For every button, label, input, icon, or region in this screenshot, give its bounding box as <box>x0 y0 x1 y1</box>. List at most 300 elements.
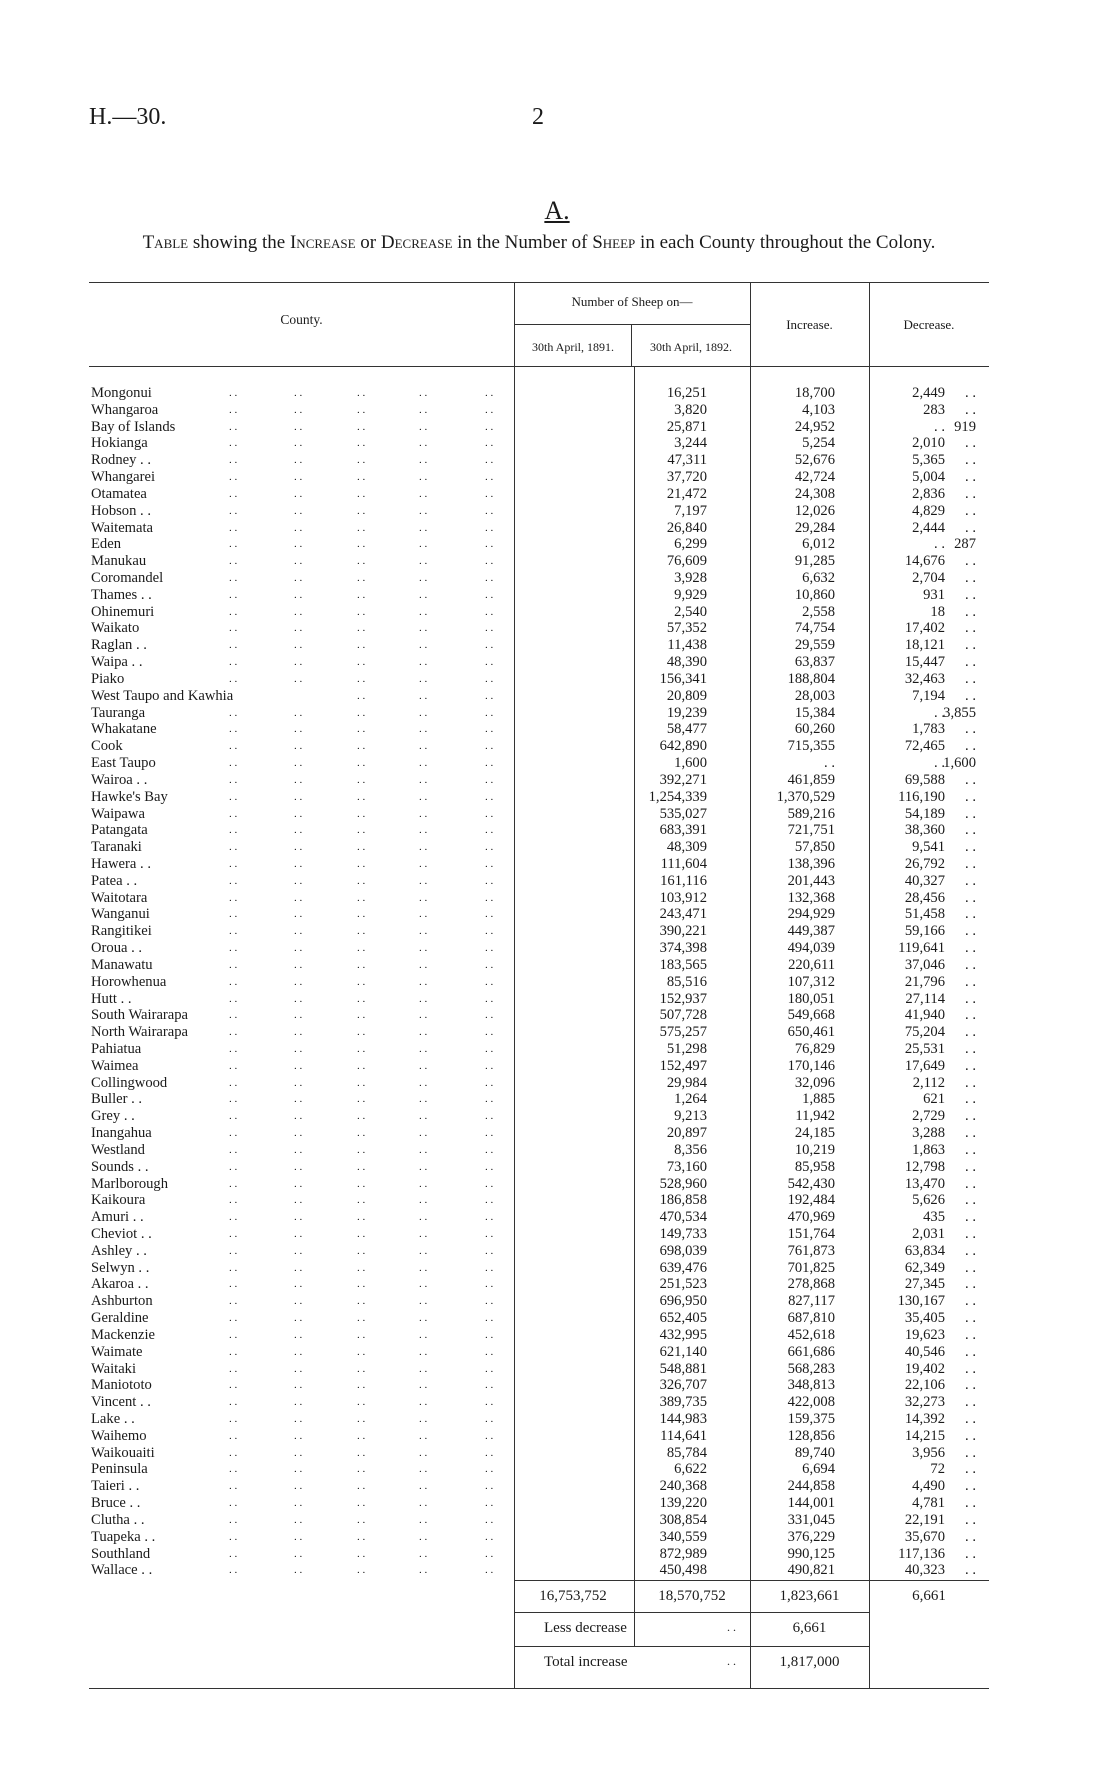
decrease-value: . . <box>965 570 976 587</box>
sheep-1892: 128,856 <box>787 1427 835 1444</box>
dot-leader: . . <box>229 605 238 618</box>
decrease-value: . . <box>965 1040 976 1057</box>
sheep-1892: 589,216 <box>787 805 835 822</box>
county-name: Raglan . . <box>91 637 147 654</box>
dot-leader: . . <box>419 1413 428 1426</box>
dot-leader: . . <box>419 1026 428 1039</box>
decrease-value: . . <box>965 973 976 990</box>
decrease-value: . . <box>965 738 976 755</box>
sheep-1891: 6,299 <box>674 536 707 553</box>
dot-leader: . . <box>357 874 366 887</box>
sheep-1891: 340,559 <box>659 1528 707 1545</box>
county-name: Bruce . . <box>91 1495 141 1512</box>
decrease-value: . . <box>965 1192 976 1209</box>
table-row <box>89 974 989 991</box>
county-name: Taranaki <box>91 839 142 856</box>
dot-leader: . . <box>229 1547 238 1560</box>
dot-leader: . . <box>357 420 366 433</box>
table-row <box>89 1209 989 1226</box>
decrease-value: . . <box>965 637 976 654</box>
dot-leader: . . <box>229 387 238 399</box>
sheep-1891: 535,027 <box>659 805 707 822</box>
dot-leader: . . <box>229 841 238 854</box>
dot-leader: . . <box>357 807 366 820</box>
dot-leader: . . <box>485 1295 494 1308</box>
increase-value: . . <box>934 418 945 435</box>
dot-leader: . . <box>485 723 494 736</box>
table-row <box>89 1411 989 1428</box>
dot-leader: . . <box>485 1127 494 1140</box>
dot-leader: . . <box>229 1278 238 1291</box>
sheep-1892: 827,117 <box>788 1293 835 1310</box>
dot-leader: . . <box>357 538 366 551</box>
county-name: Geraldine <box>91 1310 149 1327</box>
dot-leader: . . <box>229 874 238 887</box>
increase-value: 2,704 <box>912 570 945 587</box>
decrease-value: . . <box>965 889 976 906</box>
dot-leader: . . <box>294 706 303 719</box>
dot-leader: . . <box>485 1345 494 1358</box>
dot-leader: . . <box>229 1076 238 1089</box>
table-row <box>89 435 989 452</box>
dot-leader: . . <box>419 958 428 971</box>
dot-leader: . . <box>294 1497 303 1510</box>
dot-leader: . . <box>229 471 238 484</box>
dot-leader: . . <box>485 942 494 955</box>
dot-leader: . . <box>357 958 366 971</box>
dot-leader: . . <box>229 1564 238 1577</box>
dot-leader: . . <box>229 992 238 1005</box>
dot-leader: . . <box>419 672 428 685</box>
dot-leader: . . <box>419 740 428 753</box>
dot-leader: . . <box>485 521 494 534</box>
table-row <box>89 772 989 789</box>
sheep-1891: 16,251 <box>666 385 707 401</box>
sheep-1892: 151,764 <box>787 1226 835 1242</box>
dot-leader: . . <box>357 723 366 736</box>
dot-leader: . . <box>419 1160 428 1173</box>
sheep-1891: 507,728 <box>659 1007 707 1024</box>
table-row <box>89 419 989 436</box>
dot-leader: . . <box>294 1295 303 1308</box>
county-name: Manukau <box>91 553 147 570</box>
dot-leader: . . <box>419 1446 428 1459</box>
dot-leader: . . <box>229 1429 238 1442</box>
dot-leader: . . <box>294 1379 303 1392</box>
sheep-1891: 85,516 <box>666 973 707 990</box>
county-name: North Wairarapa <box>91 1024 189 1041</box>
dot-leader: . . <box>229 1413 238 1426</box>
dot-leader: . . <box>485 706 494 719</box>
county-name: Whakatane <box>91 721 157 738</box>
county-name: Rangitikei <box>91 923 152 940</box>
dot-leader: . . <box>294 925 303 938</box>
table-row <box>89 923 989 940</box>
dot-leader: . . <box>229 1244 238 1257</box>
total-increase-value: 1,817,000 <box>779 1654 840 1670</box>
decrease-value: . . <box>965 519 976 536</box>
sheep-1892: 452,618 <box>787 1326 835 1343</box>
sheep-1892: 76,829 <box>794 1040 835 1057</box>
dot-leader: . . <box>294 1009 303 1022</box>
sheep-1892: 28,003 <box>794 687 835 704</box>
county-name: Waimea <box>91 1057 139 1074</box>
county-name: Wairoa . . <box>91 771 148 788</box>
table-row <box>89 1091 989 1108</box>
county-name: Hokianga <box>91 435 148 452</box>
sheep-1891: 6,622 <box>674 1461 707 1478</box>
header-increase: Increase. <box>786 317 833 332</box>
dot-leader: . . <box>294 572 303 585</box>
table-row <box>89 1344 989 1361</box>
sheep-1892: 29,559 <box>794 637 835 654</box>
increase-value: . . <box>934 704 945 721</box>
county-name: Oroua . . <box>91 940 143 957</box>
county-name: Thames . . <box>91 586 152 603</box>
dot-leader: . . <box>357 1328 366 1341</box>
dot-leader: . . <box>485 572 494 585</box>
dot-leader: . . <box>357 1110 366 1123</box>
table-row <box>89 1361 989 1378</box>
increase-value: 19,402 <box>904 1360 945 1377</box>
sheep-1891: 111,604 <box>660 855 707 872</box>
county-name: Southland <box>91 1545 151 1562</box>
dot-leader: . . <box>294 1177 303 1190</box>
table-row <box>89 536 989 553</box>
increase-value: 19,623 <box>904 1326 945 1343</box>
sheep-1892: 2,558 <box>802 603 835 620</box>
dot-leader: . . <box>229 454 238 467</box>
dot-leader: . . <box>294 538 303 551</box>
dot-leader: . . <box>485 454 494 467</box>
dot-leader: . . <box>294 1278 303 1291</box>
county-name: Ashburton <box>91 1293 153 1310</box>
county-name: Ohinemuri <box>91 603 155 620</box>
decrease-value: . . <box>965 603 976 620</box>
county-name: Waipawa <box>91 805 145 822</box>
increase-value: 14,392 <box>904 1411 945 1428</box>
dot-leader: . . <box>357 504 366 517</box>
increase-value: 13,470 <box>904 1175 945 1192</box>
dot-leader: . . <box>485 605 494 618</box>
dot-leader: . . <box>357 908 366 921</box>
sheep-1891: 1,264 <box>674 1091 707 1108</box>
increase-value: 15,447 <box>904 654 945 671</box>
increase-value: 59,166 <box>904 923 945 940</box>
dot-leader: . . <box>485 1093 494 1106</box>
dot-leader: . . <box>294 723 303 736</box>
sheep-1892: 549,668 <box>787 1007 835 1024</box>
sheep-1892: 6,694 <box>802 1461 835 1478</box>
sheep-1892: 568,283 <box>787 1360 835 1377</box>
dot-leader: . . <box>357 942 366 955</box>
dot-leader: . . <box>419 790 428 803</box>
dot-leader: . . <box>357 1295 366 1308</box>
sheep-1891: 57,352 <box>666 620 707 637</box>
decrease-value: . . <box>965 1108 976 1125</box>
dot-leader: . . <box>357 1463 366 1476</box>
dot-leader: . . <box>485 1261 494 1274</box>
decrease-value: . . <box>965 1125 976 1142</box>
county-name: Pahiatua <box>91 1040 142 1057</box>
increase-value: 2,836 <box>912 485 945 502</box>
table-title: Table showing the Increase or Decrease in the Number of Sheep in each County throughout the Colony. <box>142 232 936 253</box>
dot-leader: . . <box>485 1059 494 1072</box>
sheep-1891: 156,341 <box>659 670 707 687</box>
dot-leader: . . <box>229 1177 238 1190</box>
dot-leader: . . <box>229 1396 238 1409</box>
dot-leader: . . <box>357 1497 366 1510</box>
county-name: Wallace . . <box>91 1562 153 1579</box>
county-name: Waipa . . <box>91 654 143 671</box>
decrease-value: . . <box>965 469 976 486</box>
sheep-1891: 642,890 <box>659 738 707 755</box>
less-top-rule <box>514 1612 869 1613</box>
dot-leader: . . <box>229 723 238 736</box>
table-row <box>89 1428 989 1445</box>
table-row <box>89 789 989 806</box>
dot-leader: . . <box>485 1362 494 1375</box>
sheep-1892: 24,185 <box>794 1125 835 1142</box>
dot-leader: . . <box>419 723 428 736</box>
decrease-value: . . <box>965 385 976 401</box>
dot-leader: . . <box>229 672 238 685</box>
table-row <box>89 654 989 671</box>
county-name: Ashley . . <box>91 1242 147 1259</box>
dot-leader: . . <box>294 908 303 921</box>
dot-leader: . . <box>419 1211 428 1224</box>
sheep-1891: 1,600 <box>674 755 707 772</box>
dot-leader: . . <box>419 1379 428 1392</box>
sheep-1892: 10,219 <box>794 1141 835 1158</box>
county-name: West Taupo and Kawhia <box>91 687 234 704</box>
increase-value: 17,402 <box>904 620 945 637</box>
sheep-1891: 251,523 <box>659 1276 707 1293</box>
dot-leader: . . <box>229 942 238 955</box>
dot-leader: . . <box>229 1497 238 1510</box>
dot-leader: . . <box>419 1396 428 1409</box>
dot-leader: . . <box>419 975 428 988</box>
dot-leader: . . <box>419 1059 428 1072</box>
sheep-1891: 19,239 <box>666 704 707 721</box>
dot-leader: . . <box>229 975 238 988</box>
sheep-1891: 152,497 <box>659 1057 707 1074</box>
decrease-value: . . <box>965 435 976 452</box>
dot-leader: . . <box>485 841 494 854</box>
decrease-value: . . <box>965 1461 976 1478</box>
dot-leader: . . <box>419 1564 428 1577</box>
sheep-1892: 91,285 <box>794 553 835 570</box>
dot-leader: . . <box>229 1379 238 1392</box>
increase-value: 435 <box>923 1209 945 1226</box>
dot-leader: . . <box>485 403 494 416</box>
dot-leader: . . <box>294 437 303 450</box>
county-name: Hawke's Bay <box>91 788 168 805</box>
header-1891: 30th April, 1891. <box>531 340 614 354</box>
table-row <box>89 402 989 419</box>
totals-top-rule <box>514 1580 989 1581</box>
dot-leader: . . <box>229 1160 238 1173</box>
dot-leader: . . <box>419 454 428 467</box>
dot-leader: . . <box>294 857 303 870</box>
increase-value: 18,121 <box>904 637 945 654</box>
total-decrease: 6,661 <box>912 1588 946 1604</box>
dot-leader: . . <box>485 1396 494 1409</box>
increase-value: 2,729 <box>912 1108 945 1125</box>
dot-leader: . . <box>419 1295 428 1308</box>
dot-leader: . . <box>485 891 494 904</box>
dot-leader: . . <box>485 908 494 921</box>
dot-leader: . . <box>357 1513 366 1526</box>
decrease-value: . . <box>965 1158 976 1175</box>
sheep-1891: 374,398 <box>659 940 707 957</box>
decrease-value: . . <box>965 1057 976 1074</box>
dot-leader: . . <box>229 656 238 669</box>
decrease-value: . . <box>965 855 976 872</box>
sheep-1892: 32,096 <box>794 1074 835 1091</box>
dot-leader: . . <box>294 1110 303 1123</box>
dot-leader: . . <box>419 487 428 500</box>
dot-leader: . . <box>229 437 238 450</box>
dot-leader: . . <box>357 639 366 652</box>
dot-leader: . . <box>294 807 303 820</box>
dot-leader: . . <box>294 1513 303 1526</box>
dot-leader: . . <box>419 1547 428 1560</box>
sheep-1892: 490,821 <box>787 1562 835 1579</box>
dot-leader: . . <box>357 706 366 719</box>
increase-value: 7,194 <box>912 687 945 704</box>
sheep-1892: 661,686 <box>787 1343 835 1360</box>
dot-leader: . . <box>294 1446 303 1459</box>
decrease-value: . . <box>965 1411 976 1428</box>
sheep-1891: 7,197 <box>674 502 707 519</box>
dot-leader: . . <box>357 1379 366 1392</box>
decrease-value: . . <box>965 872 976 889</box>
table-row <box>89 1192 989 1209</box>
county-name: Amuri . . <box>91 1209 144 1226</box>
dot-leader: . . <box>485 740 494 753</box>
dot-leader: . . <box>294 605 303 618</box>
decrease-value: . . <box>965 586 976 603</box>
dot-leader: . . <box>485 1328 494 1341</box>
increase-value: 130,167 <box>897 1293 945 1310</box>
table-row <box>89 469 989 486</box>
dot-leader: . . <box>294 504 303 517</box>
dot-leader: . . <box>294 454 303 467</box>
sheep-1892: 422,008 <box>787 1394 835 1411</box>
dot-leader: . . <box>294 1463 303 1476</box>
dot-leader: . . <box>229 857 238 870</box>
dot-leader: . . <box>294 891 303 904</box>
sheep-1892: 990,125 <box>787 1545 835 1562</box>
decrease-value: . . <box>965 1528 976 1545</box>
sheep-1891: 240,368 <box>659 1478 707 1495</box>
dot-leader: . . <box>294 824 303 837</box>
dot-leader: . . <box>294 992 303 1005</box>
dot-leader: . . <box>229 908 238 921</box>
dot-leader: . . <box>229 1059 238 1072</box>
dot-leader: . . <box>419 1362 428 1375</box>
sheep-1892: 220,611 <box>788 956 835 973</box>
increase-value: 5,365 <box>912 452 945 469</box>
increase-value: 17,649 <box>904 1057 945 1074</box>
increase-value: 72 <box>930 1461 945 1478</box>
dot-leader: . . <box>357 824 366 837</box>
table-row <box>89 991 989 1008</box>
dot-leader: . . <box>294 1530 303 1543</box>
decrease-value: 287 <box>954 536 976 553</box>
dot-leader: . . <box>419 656 428 669</box>
decrease-value: 1,600 <box>943 755 976 772</box>
dot-leader: . . <box>485 773 494 786</box>
table-row <box>89 1226 989 1243</box>
table-row <box>89 1260 989 1277</box>
increase-value: 2,031 <box>912 1226 945 1242</box>
sheep-1892: 10,860 <box>794 586 835 603</box>
decrease-value: . . <box>965 839 976 856</box>
sheep-1892: 60,260 <box>794 721 835 738</box>
county-name: Sounds . . <box>91 1158 149 1175</box>
table-row <box>89 721 989 738</box>
dot-leader: . . <box>485 1446 494 1459</box>
dot-leader: . . <box>419 1261 428 1274</box>
increase-value: 38,360 <box>904 822 945 839</box>
increase-value: 119,641 <box>898 940 945 957</box>
dot-leader: . . <box>229 1312 238 1325</box>
dot-leader: . . <box>419 1110 428 1123</box>
county-name: Whangarei <box>91 469 156 486</box>
sheep-1891: 25,871 <box>666 418 707 435</box>
dot-leader: . . <box>419 555 428 568</box>
county-name: Grey . . <box>91 1108 135 1125</box>
dot-leader: . . <box>229 639 238 652</box>
table-row <box>89 1007 989 1024</box>
county-name: East Taupo <box>91 755 156 772</box>
increase-value: 69,588 <box>904 771 945 788</box>
dot-leader: . . <box>229 1110 238 1123</box>
county-name: Marlborough <box>91 1175 169 1192</box>
sheep-1891: 47,311 <box>667 452 707 469</box>
sheep-1891: 392,271 <box>659 771 707 788</box>
dot-leader: . . <box>229 504 238 517</box>
dot-leader: . . <box>419 1429 428 1442</box>
decrease-value: . . <box>965 654 976 671</box>
county-name: Waikato <box>91 620 140 637</box>
dot-leader: . . <box>357 757 366 770</box>
decrease-value: . . <box>965 1242 976 1259</box>
sheep-1892: 348,813 <box>787 1377 835 1394</box>
decrease-value: . . <box>965 1226 976 1242</box>
sheep-1892: 89,740 <box>794 1444 835 1461</box>
decrease-value: . . <box>965 485 976 502</box>
increase-value: 63,834 <box>904 1242 945 1259</box>
increase-value: 5,626 <box>912 1192 945 1209</box>
total-increase-dots: . . <box>727 1654 736 1668</box>
decrease-value: . . <box>965 956 976 973</box>
sheep-1892: . . <box>824 755 835 772</box>
table-row <box>89 486 989 503</box>
dot-leader: . . <box>419 387 428 399</box>
sheep-1891: 183,565 <box>659 956 707 973</box>
dot-leader: . . <box>229 1295 238 1308</box>
table-row <box>89 1512 989 1529</box>
dot-leader: . . <box>485 1278 494 1291</box>
dot-leader: . . <box>485 1194 494 1207</box>
dot-leader: . . <box>357 689 366 702</box>
sheep-1892: 57,850 <box>794 839 835 856</box>
dot-leader: . . <box>357 1564 366 1577</box>
dot-leader: . . <box>357 925 366 938</box>
